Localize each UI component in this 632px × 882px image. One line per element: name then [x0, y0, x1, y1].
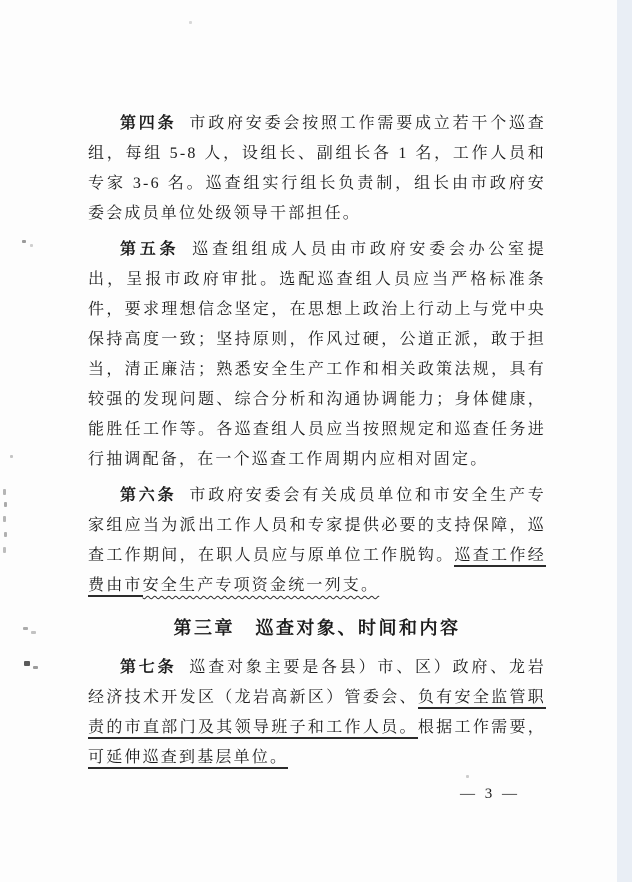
article-7-underlined-text-1: 负有安全监管职责的市直部门及其领导班子和工作人员。 [88, 689, 546, 739]
scan-speck [30, 244, 33, 247]
paragraph-article-4 [88, 109, 546, 229]
article-7-underlined-text-2: 可延伸巡查到基层单位。 [88, 749, 288, 769]
scan-speck [3, 547, 6, 553]
paragraph-article-5 [88, 235, 546, 475]
article-6-wavy-underlined-text: 安全生产专项资金统一列支。 [142, 577, 380, 594]
scan-speck [4, 502, 7, 507]
scan-speck [24, 661, 30, 666]
article-4-text: 市政府安委会按照工作需要成立若干个巡查组，每组 5-8 人，设组长、副组长各 1 名，工作人员和专家 3-6 名。巡查组实行组长负责制，组长由市政府安委会成员单位处级领导干部担任。 [88, 115, 546, 222]
scan-edge-band [617, 0, 632, 882]
article-6-underlined-text: 巡查工作经费由市 [88, 547, 546, 597]
article-4-label: 第四条 [120, 115, 177, 132]
scan-speck [10, 455, 13, 458]
article-5-text: 巡查组组成人员由市政府安委会办公室提出，呈报市政府审批。选配巡查组人员应当严格标准条件，要求理想信念坚定，在思想上政治上行动上与党中央保持高度一致；坚持原则，作风过硬，公道正派，敢于担当，清正廉洁；熟悉安全生产工作和相关政策法规，具有较强的发现问题、综合分析和沟通协调能力；身体健康，能胜任工作等。各巡查组人员应当按照规定和巡查任务进行抽调配备，在一个巡查工作周期内应相对固定。 [88, 241, 546, 468]
article-7-label: 第七条 [120, 659, 177, 676]
article-6-text: 市政府安委会有关成员单位和市安全生产专家组应当为派出工作人员和专家提供必要的支持保障，巡查工作期间，在职人员应与原单位工作脱钩。 [88, 487, 546, 564]
scan-speck [22, 240, 26, 243]
chapter-heading: 第三章 巡查对象、时间和内容 [173, 618, 461, 638]
scan-speck [189, 21, 192, 24]
article-7-text-2: 根据工作需要， [417, 719, 546, 736]
paragraph-article-7 [88, 653, 546, 773]
page-number: — 3 — [460, 786, 520, 802]
scan-speck [3, 489, 6, 495]
scan-speck [3, 516, 6, 522]
article-7-text: 巡查对象主要是各县）市、区）政府、龙岩经济技术开发区（龙岩高新区）管委会、 [88, 659, 546, 706]
scan-speck [33, 666, 38, 669]
paragraph-article-6 [88, 481, 546, 601]
article-5-label: 第五条 [120, 241, 180, 258]
scan-speck [466, 775, 469, 778]
scan-speck [4, 532, 7, 537]
article-6-label: 第六条 [120, 487, 177, 504]
document-body [88, 109, 546, 779]
scan-speck [31, 631, 36, 634]
scan-speck [23, 627, 28, 630]
